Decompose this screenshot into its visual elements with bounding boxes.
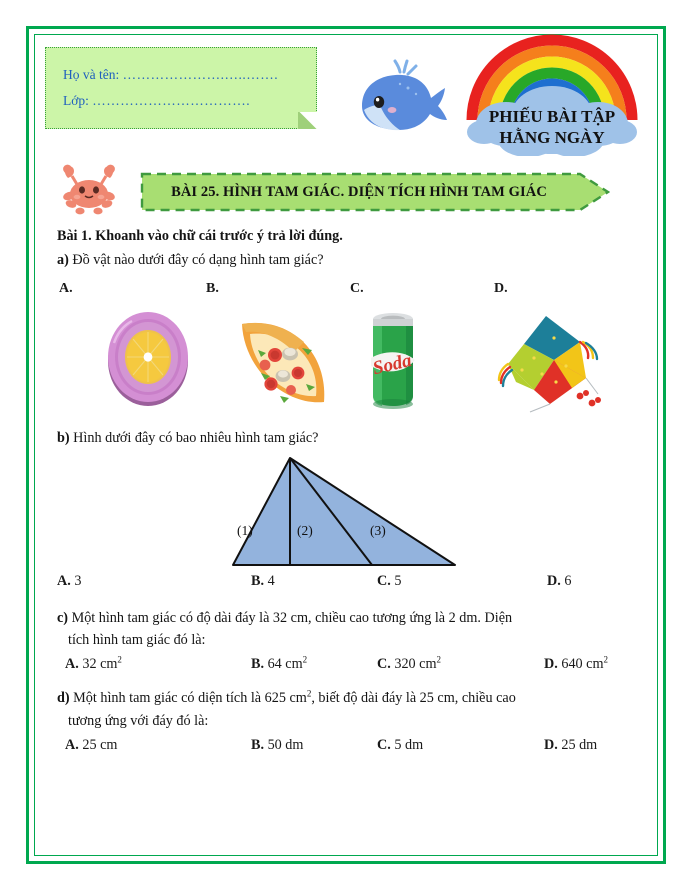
option-c-d[interactable]: D. 640 $cm^2$ bbox=[544, 654, 609, 672]
pizza-slice-icon bbox=[228, 310, 338, 415]
student-class-dots: ……………………………. bbox=[92, 93, 251, 108]
crab-icon bbox=[56, 164, 122, 216]
exercise-heading: Bài 1. Khoanh vào chữ cái trước ý trả lời đúng. bbox=[57, 228, 343, 244]
option-b-b[interactable]: B. 4 bbox=[251, 573, 275, 589]
question-c-line2: tích hình tam giác đó là: bbox=[68, 632, 206, 648]
lesson-title-banner bbox=[140, 172, 610, 212]
choice-a-label[interactable]: A. bbox=[59, 281, 73, 296]
question-c-text1: Một hình tam giác có độ dài đáy là 32 cm, chiều cao tương ứng là 2 dm. Diện bbox=[71, 610, 513, 626]
student-class-label: Lớp: bbox=[63, 93, 89, 108]
question-d-text-post: , biết độ dài đáy là 25 cm, chiều cao bbox=[311, 690, 516, 706]
student-name-field[interactable] bbox=[63, 62, 316, 88]
option-b-c[interactable]: C. 5 bbox=[377, 573, 402, 589]
question-d-line2: tương ứng với đáy đó là: bbox=[68, 713, 209, 729]
option-b-a[interactable]: A. 3 bbox=[57, 573, 82, 589]
question-d-label: d) bbox=[57, 690, 70, 706]
question-a bbox=[57, 250, 324, 271]
question-c-line1 bbox=[57, 608, 512, 629]
kite-icon bbox=[494, 308, 604, 418]
choice-c-label[interactable]: C. bbox=[350, 281, 364, 296]
question-a-text: Đồ vật nào dưới đây có dạng hình tam giác? bbox=[72, 252, 324, 268]
whale-icon bbox=[352, 58, 456, 138]
option-b-d[interactable]: D. 6 bbox=[547, 573, 572, 589]
lesson-title-text: BÀI 25. HÌNH TAM GIÁC. DIỆN TÍCH HÌNH TAM GIÁC bbox=[171, 183, 547, 200]
page-fold-corner bbox=[298, 112, 317, 129]
question-c-label: c) bbox=[57, 610, 69, 626]
option-c-a[interactable]: A. 32 $cm^2$ bbox=[65, 654, 122, 672]
triangle-shape bbox=[233, 458, 455, 565]
option-c-c[interactable]: C. 320 $cm^2$ bbox=[377, 654, 442, 672]
student-name-dots: ………………….…..……. bbox=[122, 67, 279, 82]
question-d-line1 bbox=[57, 688, 516, 709]
question-a-label: a) bbox=[57, 252, 69, 268]
student-info-box bbox=[45, 47, 317, 129]
option-d-c[interactable]: C. 5 dm bbox=[377, 737, 424, 753]
question-b-text: Hình dưới đây có bao nhiêu hình tam giác? bbox=[73, 430, 319, 446]
triangle-figure bbox=[200, 450, 480, 575]
student-class-field[interactable] bbox=[63, 88, 316, 114]
option-d-a[interactable]: A. 25 cm bbox=[65, 737, 118, 753]
rainbow-cloud-banner bbox=[462, 28, 642, 156]
option-d-b[interactable]: B. 50 dm bbox=[251, 737, 304, 753]
triangle-region-1: (1) bbox=[237, 523, 253, 538]
choice-b-label[interactable]: B. bbox=[206, 281, 219, 296]
question-b-label: b) bbox=[57, 430, 70, 446]
triangle-region-3: (3) bbox=[370, 523, 386, 538]
triangle-region-2: (2) bbox=[297, 523, 313, 538]
choice-d-label[interactable]: D. bbox=[494, 281, 508, 296]
cloud-title-line1: PHIẾU BÀI TẬP bbox=[488, 107, 616, 126]
svg-text:Soda: Soda bbox=[370, 349, 414, 380]
frisbee-disc-icon bbox=[100, 307, 196, 412]
option-c-b[interactable]: B. 64 $cm^2$ bbox=[251, 654, 308, 672]
cloud-title-line2: HẰNG NGÀY bbox=[499, 128, 605, 147]
student-name-label: Họ và tên: bbox=[63, 67, 120, 82]
soda-can-icon bbox=[358, 306, 428, 415]
option-d-d[interactable]: D. 25 dm bbox=[544, 737, 598, 753]
question-b bbox=[57, 428, 318, 449]
question-d-sup: 2 bbox=[306, 688, 312, 699]
question-d-text-pre: Một hình tam giác có diện tích là 625 cm bbox=[73, 690, 307, 706]
